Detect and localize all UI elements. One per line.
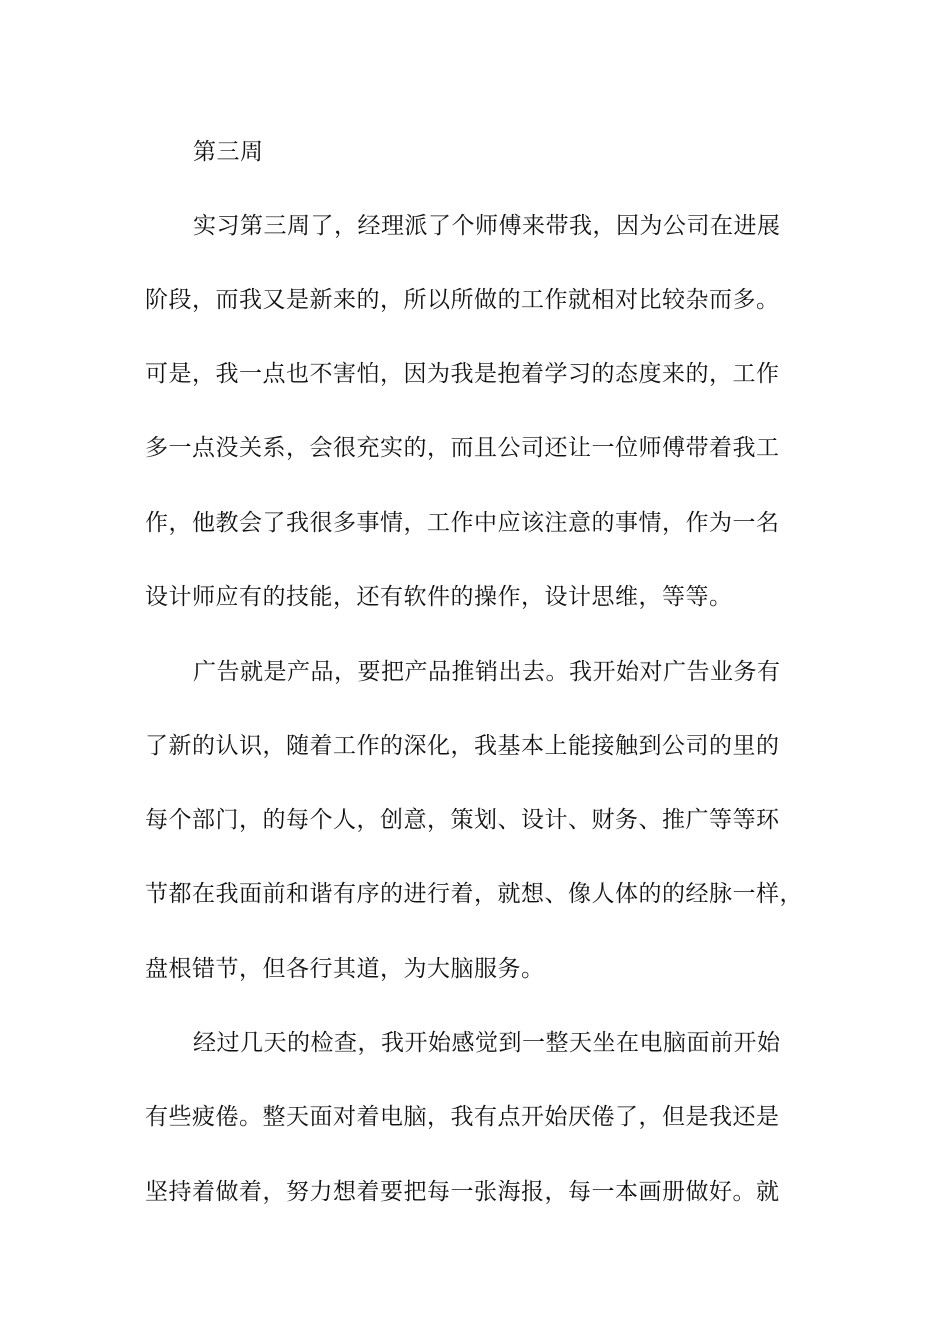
paragraph-line: 坚持着做着，努力想着要把每一张海报，每一本画册做好。就 bbox=[145, 1179, 780, 1205]
paragraph-line: 可是，我一点也不害怕，因为我是抱着学习的态度来的，工作 bbox=[145, 361, 780, 387]
paragraph-line: 阶段，而我又是新来的，所以所做的工作就相对比较杂而多。 bbox=[145, 287, 780, 313]
paragraph-line: 盘根错节，但各行其道，为大脑服务。 bbox=[145, 956, 545, 982]
paragraph-line: 实习第三周了，经理派了个师傅来带我，因为公司在进展 bbox=[193, 213, 781, 239]
paragraph-line: 设计师应有的技能，还有软件的操作，设计思维，等等。 bbox=[145, 584, 733, 610]
paragraph-line: 节都在我面前和谐有序的进行着，就想、像人体的的经脉一样， bbox=[145, 881, 803, 907]
paragraph-line: 了新的认识，随着工作的深化，我基本上能接触到公司的里的 bbox=[145, 733, 780, 759]
paragraph-line: 每个部门，的每个人，创意，策划、设计、财务、推广等等环 bbox=[145, 807, 780, 833]
paragraph-line: 作，他教会了我很多事情，工作中应该注意的事情，作为一名 bbox=[145, 510, 780, 536]
paragraph-line: 有些疲倦。整天面对着电脑，我有点开始厌倦了，但是我还是 bbox=[145, 1104, 780, 1130]
paragraph-line: 广告就是产品，要把产品推销出去。我开始对广告业务有 bbox=[193, 659, 781, 685]
paragraph-line: 多一点没关系，会很充实的，而且公司还让一位师傅带着我工 bbox=[145, 435, 780, 461]
section-heading: 第三周 bbox=[193, 139, 264, 165]
paragraph-line: 经过几天的检查，我开始感觉到一整天坐在电脑面前开始 bbox=[193, 1030, 781, 1056]
